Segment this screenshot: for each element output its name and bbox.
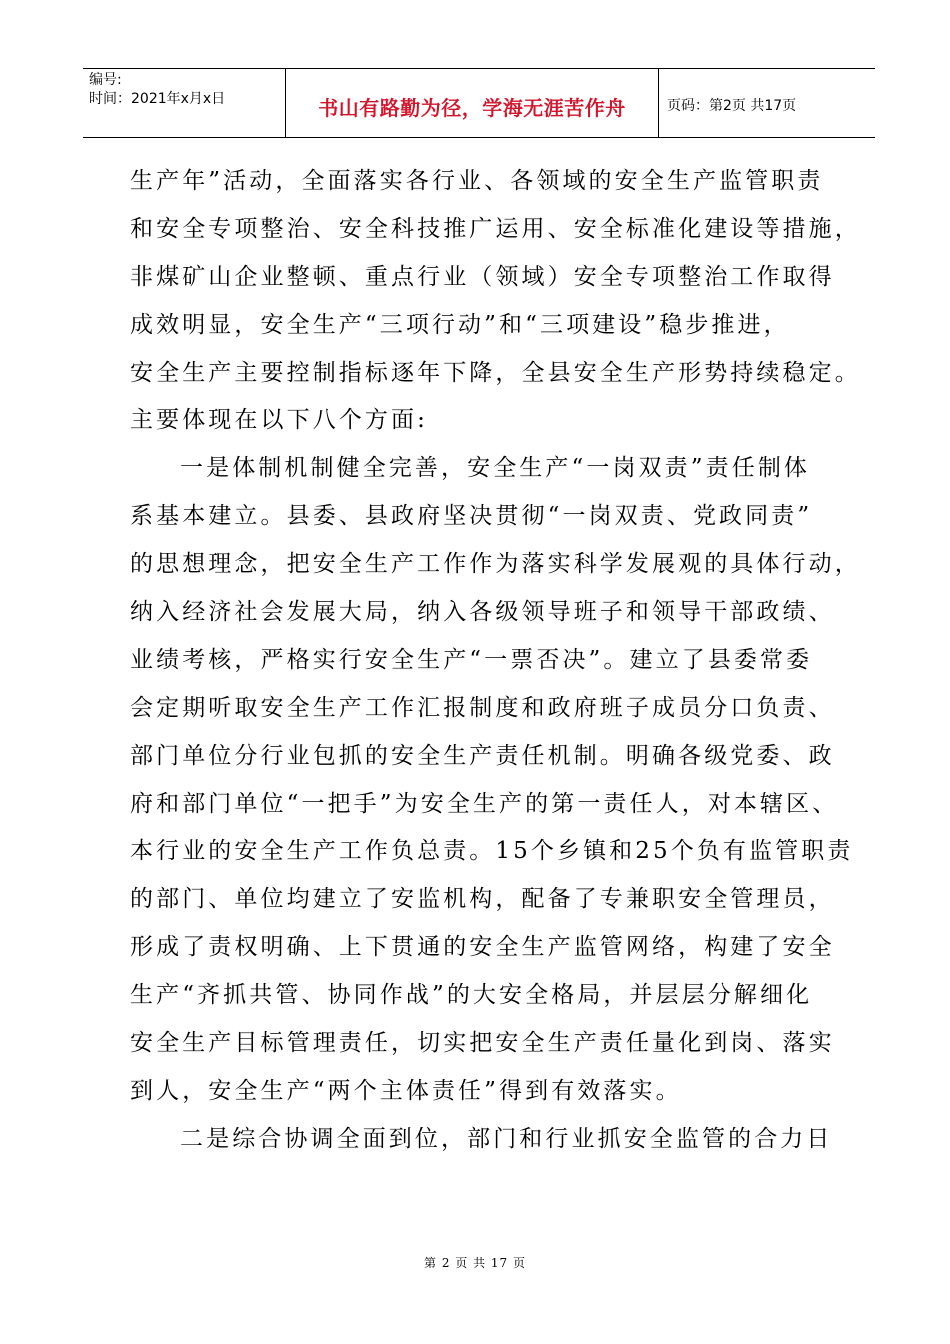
page-header — [83, 68, 875, 138]
text-line: 府和部门单位“一把手”为安全生产的第一责任人，对本辖区、 — [130, 790, 839, 817]
text-line: 主要体现在以下八个方面: — [130, 407, 428, 434]
text-line: 本行业的安全生产工作负总责。15个乡镇和25个负有监管职责 — [130, 838, 854, 865]
time-label: 时间：2021年x月x日 — [89, 91, 226, 107]
text-line: 生产“齐抓共管、协同作战”的大安全格局，并层层分解细化 — [130, 982, 813, 1009]
text-line: 的思想理念，把安全生产工作作为落实科学发展观的具体行动， — [130, 551, 861, 578]
text-line: 成效明显，安全生产“三项行动”和“三项建设”稳步推进， — [130, 311, 790, 338]
page-info: 页码：第2页 共17页 — [667, 98, 797, 114]
header-meta — [83, 69, 286, 137]
motto: 书山有路勤为径，学海无涯苦作舟 — [286, 69, 659, 137]
text-line: 生产年”活动，全面落实各行业、各领域的安全生产监管职责 — [130, 168, 824, 194]
serial-label: 编号: — [89, 72, 122, 88]
text-line: 安全生产目标管理责任，切实把安全生产责任量化到岗、落实 — [130, 1030, 835, 1057]
paragraph-start-line: 一是体制机制健全完善，安全生产“一岗双责”责任制体 — [180, 455, 811, 482]
text-line: 到人，安全生产“两个主体责任”得到有效落实。 — [130, 1077, 682, 1104]
text-line: 形成了责权明确、上下贯通的安全生产监管网络，构建了安全 — [130, 934, 835, 961]
document-body — [130, 158, 870, 1164]
paragraph-start-line: 二是综合协调全面到位，部门和行业抓安全监管的合力日 — [180, 1125, 833, 1152]
page-footer: 第 2 页 共 17 页 — [424, 1256, 526, 1270]
text-line: 纳入经济社会发展大局，纳入各级领导班子和领导干部政绩、 — [130, 599, 835, 626]
text-line: 会定期听取安全生产工作汇报制度和政府班子成员分口负责、 — [130, 694, 835, 721]
text-line: 业绩考核，严格实行安全生产“一票否决”。建立了县委常委 — [130, 646, 813, 673]
text-line: 系基本建立。县委、县政府坚决贯彻“一岗双责、党政同责” — [130, 503, 813, 530]
text-line: 非煤矿山企业整顿、重点行业（领域）安全专项整治工作取得 — [130, 263, 835, 290]
text-line: 的部门、单位均建立了安监机构，配备了专兼职安全管理员， — [130, 886, 835, 913]
text-line: 安全生产主要控制指标逐年下降，全县安全生产形势持续稳定。 — [130, 359, 861, 386]
text-line: 部门单位分行业包抓的安全生产责任机制。明确各级党委、政 — [130, 742, 835, 769]
text-line: 和安全专项整治、安全科技推广运用、安全标准化建设等措施， — [130, 215, 861, 242]
